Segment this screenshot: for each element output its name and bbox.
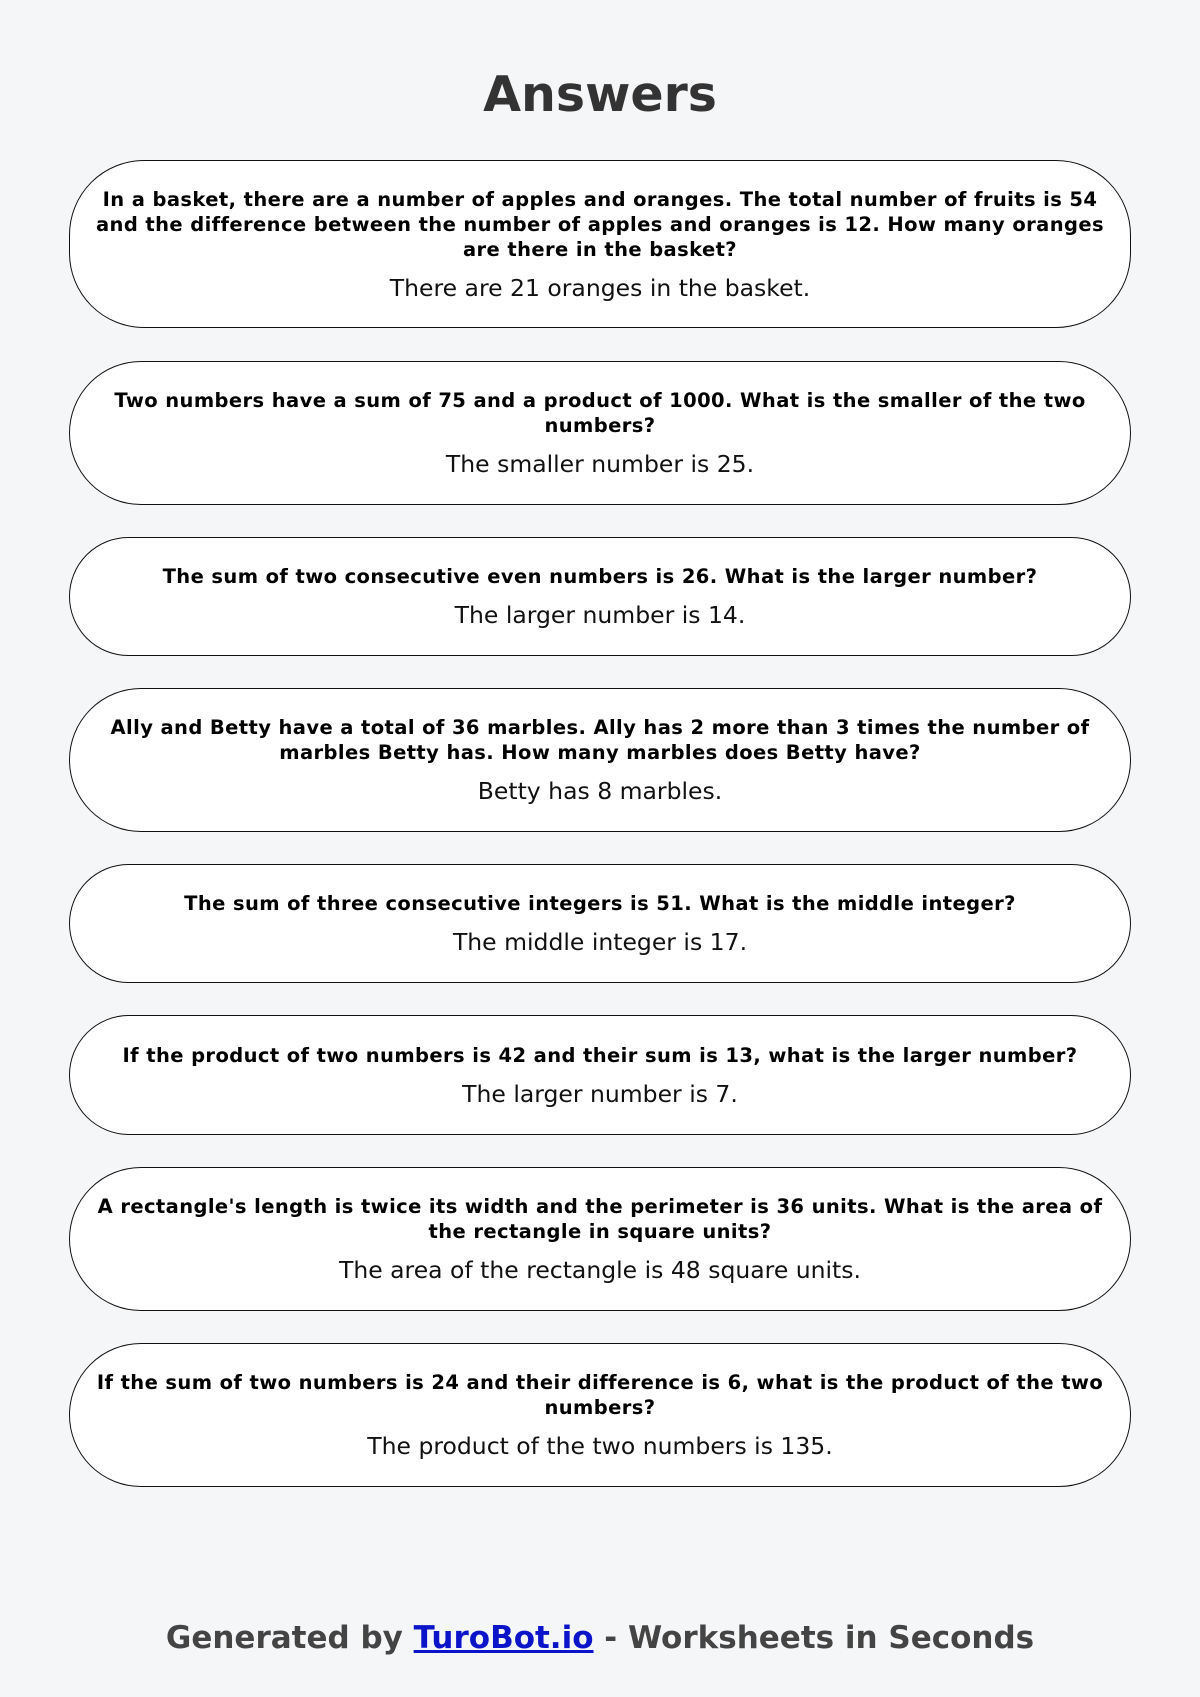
question-text: The sum of two consecutive even numbers is 26. What is the larger number? — [162, 565, 1038, 588]
question-text: If the product of two numbers is 42 and their sum is 13, what is the larger number? — [122, 1043, 1078, 1067]
answer-text: The area of the rectangle is 48 square units. — [338, 1256, 861, 1284]
answer-text: The product of the two numbers is 135. — [367, 1432, 833, 1460]
question-text: Two numbers have a sum of 75 and a product of 1000. What is the smaller of the two numbers? — [114, 389, 1086, 437]
answer-card-7 — [69, 1167, 1131, 1311]
footer-suffix: - Worksheets in Seconds — [593, 1620, 1035, 1656]
answer-text: The larger number is 14. — [454, 601, 746, 629]
answer-card-2 — [69, 361, 1131, 505]
answer-text: The middle integer is 17. — [452, 928, 748, 956]
answer-text: Betty has 8 marbles. — [477, 777, 723, 805]
answer-text: The smaller number is 25. — [445, 450, 755, 478]
footer-prefix: Generated by — [165, 1620, 414, 1656]
answer-card-1 — [69, 160, 1131, 328]
question-text: If the sum of two numbers is 24 and their difference is 6, what is the product of the two numbers? — [96, 1371, 1104, 1419]
answer-text: The larger number is 7. — [462, 1079, 738, 1108]
page-title: Answers — [483, 66, 717, 123]
answer-text: There are 21 oranges in the basket. — [389, 273, 811, 302]
answer-card-8 — [69, 1343, 1131, 1487]
question-text: The sum of three consecutive integers is 51. What is the middle integer? — [184, 892, 1016, 915]
answer-card-5 — [69, 864, 1131, 983]
answer-card-6 — [69, 1015, 1131, 1135]
question-text: In a basket, there are a number of apples and oranges. The total number of fruits is 54 and the difference between the number of apples and oranges is 12. How many oranges are there in the basket? — [96, 187, 1104, 261]
footer — [0, 1616, 1200, 1660]
answer-card-3 — [69, 537, 1131, 656]
question-text: A rectangle's length is twice its width and the perimeter is 36 units. What is the area of the rectangle in square units? — [97, 1195, 1103, 1243]
turobot-link[interactable]: TuroBot.io — [413, 1620, 594, 1656]
question-text: Ally and Betty have a total of 36 marbles. Ally has 2 more than 3 times the number of marbles Betty has. How many marbles does Betty have? — [110, 716, 1090, 764]
answer-card-4 — [69, 688, 1131, 832]
